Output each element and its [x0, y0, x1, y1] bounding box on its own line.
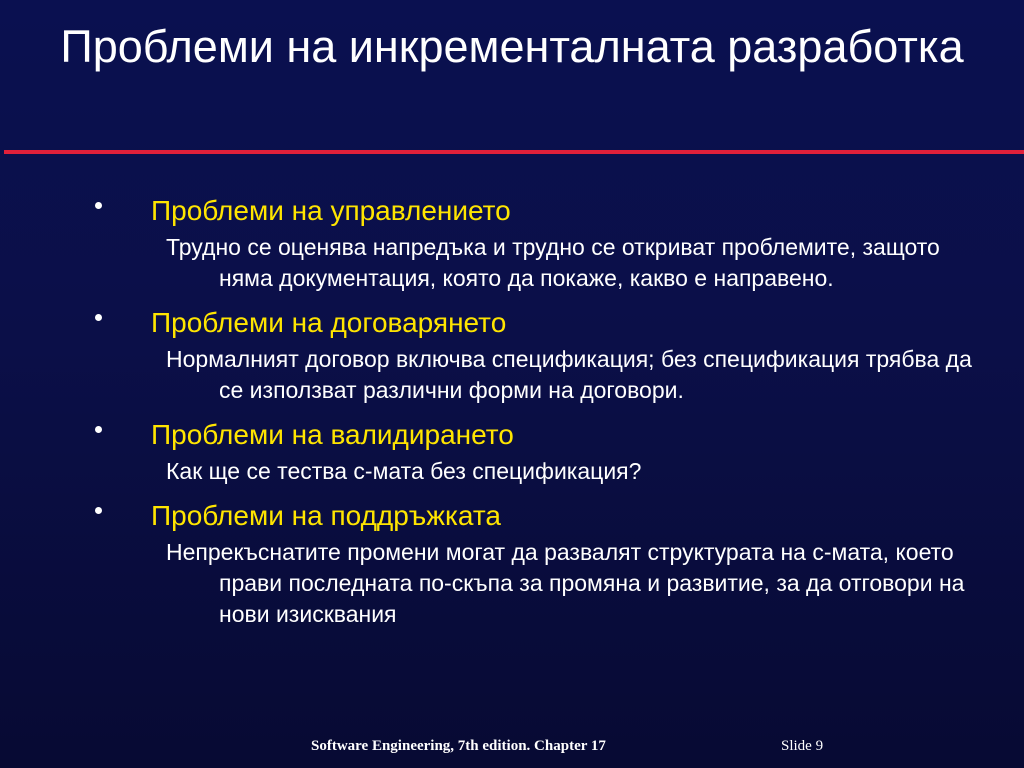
bullet-icon — [95, 314, 102, 321]
bullet-detail: Нормалният договор включва спецификация; без спецификация трябва да се използват различни форми на договори. — [166, 346, 972, 403]
bullet-heading: Проблеми на валидирането — [151, 419, 514, 450]
bullet-detail: Трудно се оценява напредъка и трудно се откриват проблемите, защото няма документация, която да покаже, какво е направено. — [166, 234, 940, 291]
bullet-icon — [95, 426, 102, 433]
bullet-icon — [95, 507, 102, 514]
footer-slide-number: Slide 9 — [781, 738, 824, 754]
footer-source: Software Engineering, 7th edition. Chapter 17 — [311, 738, 606, 754]
bullet-icon — [95, 202, 102, 209]
bullet-item — [95, 414, 975, 487]
bullet-detail: Непрекъснатите промени могат да развалят структурата на с-мата, което прави последната по-скъпа за промяна и развитие, за да отговори на нови изисквания — [166, 539, 965, 627]
bullet-heading: Проблеми на поддръжката — [151, 500, 501, 531]
title-divider — [4, 150, 1024, 154]
bullet-heading: Проблеми на управлението — [151, 195, 511, 226]
bullet-list — [95, 190, 975, 638]
bullet-item — [95, 190, 975, 294]
slide-title: Проблеми на инкременталната разработка — [60, 21, 964, 72]
bullet-item — [95, 495, 975, 630]
bullet-item — [95, 302, 975, 406]
bullet-heading: Проблеми на договарянето — [151, 307, 507, 338]
bullet-detail: Как ще се тества с-мата без спецификация? — [166, 458, 642, 484]
